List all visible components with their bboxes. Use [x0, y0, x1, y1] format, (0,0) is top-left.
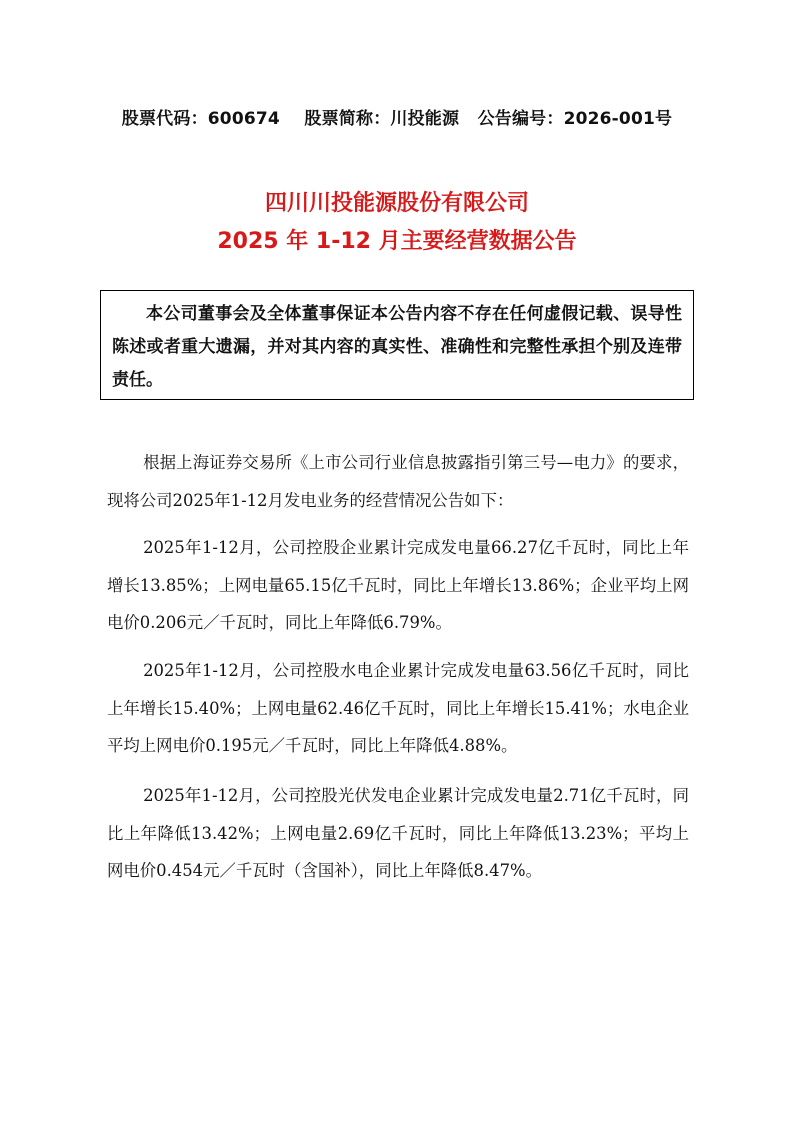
announcement-title: 2025 年 1-12 月主要经营数据公告	[217, 229, 577, 254]
intro-paragraph: 根据上海证券交易所《上市公司行业信息披露指引第三号—电力》的要求，现将公司2025年1-12月发电业务的经营情况公告如下：	[107, 453, 689, 510]
stock-info-header: 股票代码：600674 股票简称：川投能源 公告编号：2026-001号	[121, 109, 673, 129]
hydropower-paragraph: 2025年1-12月，公司控股水电企业累计完成发电量63.56亿千瓦时，同比上年增长15.40%；上网电量62.46亿千瓦时，同比上年增长15.41%；水电企业平均上网电价0.195元／千瓦时，同比上年降低4.88%。	[107, 661, 689, 755]
photovoltaic-paragraph: 2025年1-12月，公司控股光伏发电企业累计完成发电量2.71亿千瓦时，同比上年降低13.42%；上网电量2.69亿千瓦时，同比上年降低13.23%；平均上网电价0.454元／千瓦时（含国补），同比上年降低8.47%。	[107, 786, 689, 880]
total-generation-paragraph: 2025年1-12月，公司控股企业累计完成发电量66.27亿千瓦时，同比上年增长13.85%；上网电量65.15亿千瓦时，同比上年增长13.86%；企业平均上网电价0.206元／千瓦时，同比上年降低6.79%。	[107, 538, 689, 632]
company-title: 四川川投能源股份有限公司	[264, 191, 529, 216]
board-statement-box: 本公司董事会及全体董事保证本公告内容不存在任何虚假记载、误导性陈述或者重大遗漏，并对其内容的真实性、准确性和完整性承担个别及连带责任。	[100, 290, 694, 400]
